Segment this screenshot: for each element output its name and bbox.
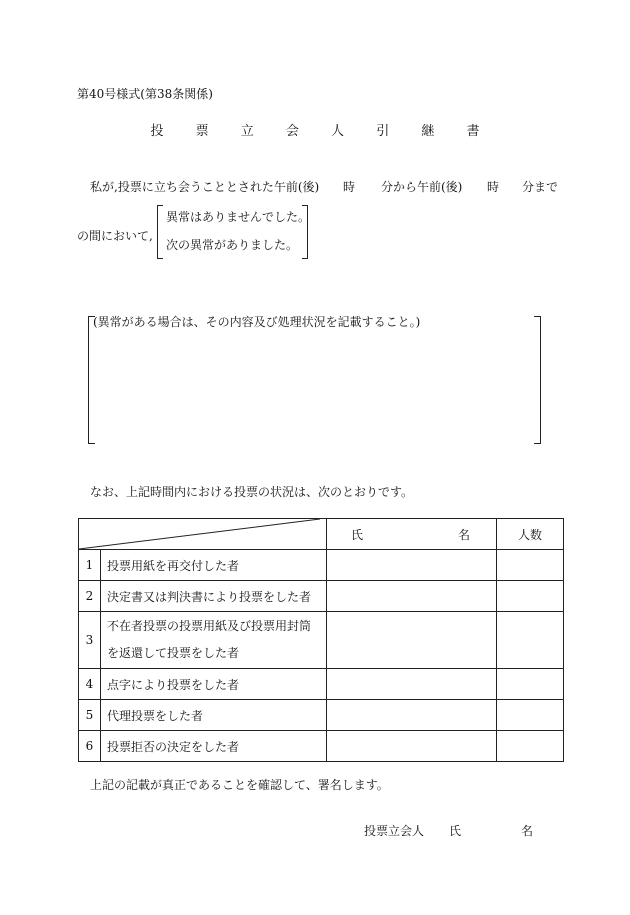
choice-no-abnormality: 異常はありませんでした。 bbox=[166, 210, 311, 224]
row-number: 6 bbox=[79, 731, 101, 762]
row-number: 3 bbox=[79, 612, 101, 669]
name-cell[interactable] bbox=[327, 731, 497, 762]
table-row bbox=[79, 669, 564, 700]
left-bracket bbox=[157, 205, 163, 259]
name-column-header bbox=[327, 519, 497, 550]
certification-text: 上記の記載が真正であることを確認して、署名します。 bbox=[90, 778, 389, 792]
statement-line1-start: 私が,投票に立ち会うこととされた午前(後) bbox=[90, 180, 320, 194]
choice-abnormality-occurred: 次の異常がありました。 bbox=[166, 238, 299, 252]
notes-instruction: (異常がある場合は、その内容及び処理状況を記載すること。) bbox=[93, 315, 421, 329]
statement-line2-lead: の間において, bbox=[77, 229, 153, 243]
table-row bbox=[79, 550, 564, 581]
notes-right-bracket bbox=[534, 316, 541, 444]
count-cell[interactable] bbox=[497, 550, 564, 581]
count-column-header: 人数 bbox=[497, 519, 564, 550]
row-description-line-2: を返還して投票をした者 bbox=[107, 646, 240, 660]
corner-cell bbox=[79, 519, 327, 550]
voting-status-table bbox=[78, 518, 564, 762]
statement-hour-label-2: 時 bbox=[487, 180, 500, 194]
signature-name-label-1: 氏 bbox=[449, 824, 462, 838]
table-intro: なお、上記時間内における投票の状況は、次のとおりです。 bbox=[90, 485, 414, 499]
name-cell[interactable] bbox=[327, 700, 497, 731]
diagonal-line bbox=[79, 519, 320, 549]
count-cell[interactable] bbox=[497, 700, 564, 731]
row-description: 代理投票をした者 bbox=[101, 700, 327, 731]
count-cell[interactable] bbox=[497, 581, 564, 612]
name-header-char-1: 氏 bbox=[351, 527, 364, 542]
row-description-line-1: 不在者投票の投票用紙及び投票用封筒 bbox=[107, 619, 312, 633]
name-cell[interactable] bbox=[327, 612, 497, 669]
count-cell[interactable] bbox=[497, 731, 564, 762]
table-row bbox=[79, 612, 564, 669]
signature-name-label-2: 名 bbox=[521, 824, 534, 838]
table-row bbox=[79, 731, 564, 762]
count-cell[interactable] bbox=[497, 669, 564, 700]
signature-role: 投票立会人 bbox=[364, 824, 425, 838]
name-cell[interactable] bbox=[327, 550, 497, 581]
table-row bbox=[79, 700, 564, 731]
statement-line1-middle: 分から午前(後) bbox=[381, 180, 463, 194]
count-cell[interactable] bbox=[497, 612, 564, 669]
document-title: 投 票 立 会 人 引 継 書 bbox=[150, 124, 494, 139]
statement-line1-end: 分まで bbox=[522, 180, 559, 194]
table-header-row bbox=[79, 519, 564, 550]
notes-box bbox=[88, 316, 541, 442]
row-number: 4 bbox=[79, 669, 101, 700]
row-description bbox=[101, 612, 327, 669]
name-cell[interactable] bbox=[327, 669, 497, 700]
notes-left-bracket bbox=[88, 316, 95, 444]
name-cell[interactable] bbox=[327, 581, 497, 612]
name-header-char-2: 名 bbox=[457, 527, 470, 542]
form-number: 第40号様式(第38条関係) bbox=[77, 87, 213, 101]
row-number: 2 bbox=[79, 581, 101, 612]
row-description: 決定書又は判決書により投票をした者 bbox=[101, 581, 327, 612]
row-description: 投票用紙を再交付した者 bbox=[101, 550, 327, 581]
row-number: 1 bbox=[79, 550, 101, 581]
row-number: 5 bbox=[79, 700, 101, 731]
row-description: 投票拒否の決定をした者 bbox=[101, 731, 327, 762]
statement-hour-label-1: 時 bbox=[343, 180, 356, 194]
row-description: 点字により投票をした者 bbox=[101, 669, 327, 700]
table-row bbox=[79, 581, 564, 612]
